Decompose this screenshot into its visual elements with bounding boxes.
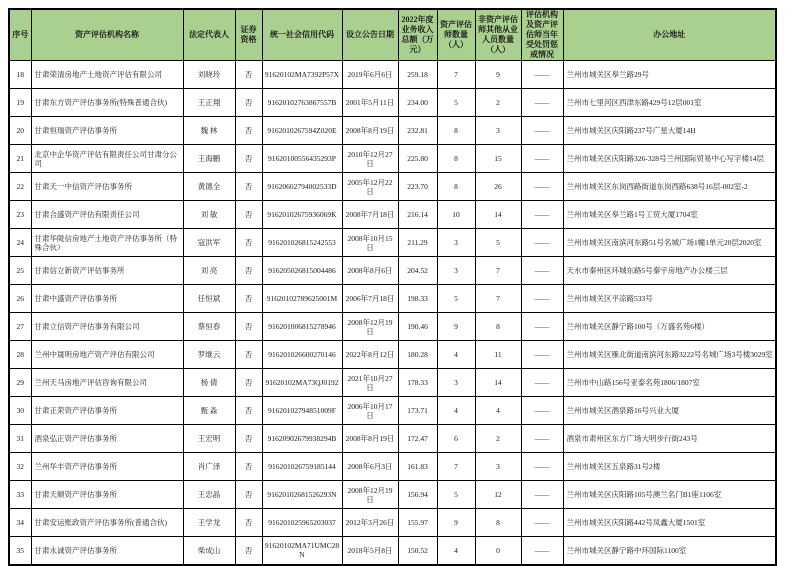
cell-credit-code: 91620102763867557B xyxy=(262,89,342,117)
cell-legal-rep: 任恒斌 xyxy=(183,285,235,313)
column-header-other-staff-count: 非资产评估师其他从业人员数量（人） xyxy=(475,9,521,61)
cell-index: 20 xyxy=(9,117,31,145)
cell-other-staff: 12 xyxy=(475,481,521,509)
cell-date: 2022年8月12日 xyxy=(342,341,398,369)
cell-securities: 否 xyxy=(235,61,262,89)
cell-appraisers: 8 xyxy=(437,117,475,145)
cell-date: 2008年7月18日 xyxy=(342,201,398,229)
cell-date: 2008年8月19日 xyxy=(342,425,398,453)
cell-legal-rep: 王忠晶 xyxy=(183,481,235,509)
cell-revenue: 178.33 xyxy=(398,369,437,397)
cell-revenue: 180.28 xyxy=(398,341,437,369)
cell-penalty: —— xyxy=(521,61,563,89)
cell-credit-code: 91620102MA7392P57X xyxy=(262,61,342,89)
cell-other-staff: 9 xyxy=(475,61,521,89)
cell-penalty: —— xyxy=(521,341,563,369)
cell-credit-code: 916201026815242553 xyxy=(262,229,342,257)
cell-date: 2001年5月11日 xyxy=(342,89,398,117)
cell-address: 兰州市城关区庆阳路237号广星大厦14H xyxy=(563,117,776,145)
cell-credit-code: 91620102794851009F xyxy=(262,397,342,425)
cell-revenue: 223.70 xyxy=(398,173,437,201)
cell-name: 甘肃正荣资产评估事务所 xyxy=(31,397,183,425)
cell-revenue: 216.14 xyxy=(398,201,437,229)
table-row xyxy=(9,313,776,341)
table-body xyxy=(9,61,776,565)
cell-address: 兰州市城关区静宁路中环国际1100室 xyxy=(563,537,776,565)
cell-penalty: —— xyxy=(521,201,563,229)
cell-penalty: —— xyxy=(521,537,563,565)
cell-address: 兰州市城关区酒泉路16号兴业大厦 xyxy=(563,397,776,425)
cell-penalty: —— xyxy=(521,369,563,397)
cell-index: 35 xyxy=(9,537,31,565)
cell-address: 兰州市城关区庆阳路442号凤鑫大厦1501室 xyxy=(563,509,776,537)
cell-securities: 否 xyxy=(235,341,262,369)
cell-revenue: 198.33 xyxy=(398,285,437,313)
cell-legal-rep: 肖广泽 xyxy=(183,453,235,481)
cell-appraisers: 6 xyxy=(437,425,475,453)
cell-securities: 否 xyxy=(235,481,262,509)
table-row xyxy=(9,369,776,397)
cell-index: 26 xyxy=(9,285,31,313)
cell-revenue: 161.83 xyxy=(398,453,437,481)
cell-address: 兰州市城关区皋兰路29号 xyxy=(563,61,776,89)
cell-date: 2008年12月19日 xyxy=(342,481,398,509)
evaluation-institutions-sheet xyxy=(8,8,777,566)
cell-other-staff: 8 xyxy=(475,313,521,341)
cell-address: 兰州市城关区南滨河东路51号名城广场1幢1单元20层2020室 xyxy=(563,229,776,257)
cell-revenue: 155.97 xyxy=(398,509,437,537)
cell-credit-code: 916201026600270146 xyxy=(262,341,342,369)
cell-address: 兰州市城关区皋兰路1号工贸大厦1704室 xyxy=(563,201,776,229)
cell-legal-rep: 王海鹏 xyxy=(183,145,235,173)
cell-penalty: —— xyxy=(521,257,563,285)
table-row xyxy=(9,509,776,537)
cell-address: 兰州市城关区平凉路533号 xyxy=(563,285,776,313)
cell-other-staff: 0 xyxy=(475,537,521,565)
cell-credit-code: 916201025965203037 xyxy=(262,509,342,537)
cell-legal-rep: 杨 倩 xyxy=(183,369,235,397)
cell-revenue: 259.18 xyxy=(398,61,437,89)
cell-date: 2021年10月27日 xyxy=(342,369,398,397)
table-row xyxy=(9,61,776,89)
table-row xyxy=(9,397,776,425)
cell-securities: 否 xyxy=(235,397,262,425)
cell-securities: 否 xyxy=(235,453,262,481)
cell-other-staff: 2 xyxy=(475,89,521,117)
cell-appraisers: 10 xyxy=(437,201,475,229)
column-header-index: 序号 xyxy=(9,9,31,61)
cell-address: 兰州市城关区庆阳路105号澳兰名门B1座1106室 xyxy=(563,481,776,509)
cell-appraisers: 8 xyxy=(437,145,475,173)
cell-penalty: —— xyxy=(521,285,563,313)
cell-date: 2006年7月18日 xyxy=(342,285,398,313)
cell-name: 甘肃信立新资产评估事务所 xyxy=(31,257,183,285)
cell-securities: 否 xyxy=(235,369,262,397)
cell-other-staff: 4 xyxy=(475,397,521,425)
cell-name: 甘肃华陇信房地产土地资产评估事务所（特殊合伙） xyxy=(31,229,183,257)
table-row xyxy=(9,145,776,173)
table-row xyxy=(9,285,776,313)
cell-name: 甘肃荣清房地产土地资产评估有限公司 xyxy=(31,61,183,89)
cell-securities: 否 xyxy=(235,229,262,257)
cell-credit-code: 91620902679938294B xyxy=(262,425,342,453)
column-header-appraiser-count: 资产评估师数量（人） xyxy=(437,9,475,61)
cell-appraisers: 5 xyxy=(437,481,475,509)
table-row xyxy=(9,89,776,117)
cell-name: 甘肃天顺资产评估事务所 xyxy=(31,481,183,509)
cell-securities: 否 xyxy=(235,537,262,565)
cell-revenue: 234.00 xyxy=(398,89,437,117)
cell-penalty: —— xyxy=(521,397,563,425)
cell-other-staff: 26 xyxy=(475,173,521,201)
cell-appraisers: 4 xyxy=(437,341,475,369)
cell-date: 2010年12月27日 xyxy=(342,145,398,173)
cell-revenue: 156.94 xyxy=(398,481,437,509)
cell-appraisers: 3 xyxy=(437,369,475,397)
cell-credit-code: 91620102MA73QJ0192 xyxy=(262,369,342,397)
table-row xyxy=(9,229,776,257)
cell-legal-rep: 王学龙 xyxy=(183,509,235,537)
cell-other-staff: 14 xyxy=(475,369,521,397)
cell-securities: 否 xyxy=(235,201,262,229)
cell-index: 31 xyxy=(9,425,31,453)
cell-securities: 否 xyxy=(235,173,262,201)
cell-legal-rep: 刘 敏 xyxy=(183,201,235,229)
cell-revenue: 190.46 xyxy=(398,313,437,341)
cell-revenue: 211.29 xyxy=(398,229,437,257)
cell-legal-rep: 刘 亮 xyxy=(183,257,235,285)
cell-penalty: —— xyxy=(521,89,563,117)
column-header-legal-representative: 法定代表人 xyxy=(183,9,235,61)
cell-credit-code: 9162010267594Z020E xyxy=(262,117,342,145)
cell-legal-rep: 罗继云 xyxy=(183,341,235,369)
cell-penalty: —— xyxy=(521,229,563,257)
cell-penalty: —— xyxy=(521,145,563,173)
cell-securities: 否 xyxy=(235,285,262,313)
cell-legal-rep: 寇洪军 xyxy=(183,229,235,257)
cell-index: 24 xyxy=(9,229,31,257)
column-header-announcement-date: 设立公告日期 xyxy=(342,9,398,61)
cell-date: 2008年8月19日 xyxy=(342,117,398,145)
cell-date: 2012年3月26日 xyxy=(342,509,398,537)
header-row xyxy=(9,9,776,61)
cell-appraisers: 3 xyxy=(437,257,475,285)
cell-appraisers: 4 xyxy=(437,537,475,565)
cell-index: 28 xyxy=(9,341,31,369)
cell-address: 兰州市城关区静宁路100号（万盛名苑6楼） xyxy=(563,313,776,341)
cell-securities: 否 xyxy=(235,257,262,285)
table-row xyxy=(9,425,776,453)
cell-securities: 否 xyxy=(235,145,262,173)
cell-other-staff: 7 xyxy=(475,257,521,285)
cell-credit-code: 916201026759185144 xyxy=(262,453,342,481)
cell-penalty: —— xyxy=(521,425,563,453)
cell-name: 甘肃永诚资产评估事务所 xyxy=(31,537,183,565)
cell-revenue: 232.81 xyxy=(398,117,437,145)
cell-other-staff: 15 xyxy=(475,145,521,173)
column-header-penalty-status: 评估机构及资产评估师当年受处罚惩戒情况 xyxy=(521,9,563,61)
cell-index: 33 xyxy=(9,481,31,509)
cell-other-staff: 8 xyxy=(475,509,521,537)
cell-securities: 否 xyxy=(235,117,262,145)
cell-date: 2005年12月22日 xyxy=(342,173,398,201)
cell-credit-code: 91620602794002533D xyxy=(262,173,342,201)
cell-index: 22 xyxy=(9,173,31,201)
cell-appraisers: 7 xyxy=(437,453,475,481)
cell-appraisers: 5 xyxy=(437,89,475,117)
cell-credit-code: 91620100556435293P xyxy=(262,145,342,173)
cell-date: 2018年5月8日 xyxy=(342,537,398,565)
column-header-securities-qualification: 证券资格 xyxy=(235,9,262,61)
cell-name: 甘肃中盛资产评估事务所 xyxy=(31,285,183,313)
cell-date: 2008年12月19日 xyxy=(342,313,398,341)
column-header-revenue-2022: 2022年度业务收入总额（万元） xyxy=(398,9,437,61)
cell-date: 2008年8月6日 xyxy=(342,257,398,285)
cell-penalty: —— xyxy=(521,453,563,481)
cell-date: 2008年6月3日 xyxy=(342,453,398,481)
cell-index: 34 xyxy=(9,509,31,537)
cell-appraisers: 4 xyxy=(437,397,475,425)
cell-securities: 否 xyxy=(235,313,262,341)
cell-index: 29 xyxy=(9,369,31,397)
table-row xyxy=(9,481,776,509)
cell-index: 18 xyxy=(9,61,31,89)
cell-index: 25 xyxy=(9,257,31,285)
cell-legal-rep: 甄 淼 xyxy=(183,397,235,425)
evaluation-institutions-table xyxy=(8,8,777,566)
table-row xyxy=(9,257,776,285)
column-header-institution-name: 资产评估机构名称 xyxy=(31,9,183,61)
cell-revenue: 225.80 xyxy=(398,145,437,173)
cell-other-staff: 3 xyxy=(475,453,521,481)
cell-address: 兰州市七里河区西津东路429号12层001室 xyxy=(563,89,776,117)
cell-legal-rep: 蔡恒春 xyxy=(183,313,235,341)
cell-appraisers: 9 xyxy=(437,313,475,341)
cell-date: 2019年6月6日 xyxy=(342,61,398,89)
cell-revenue: 172.47 xyxy=(398,425,437,453)
cell-legal-rep: 黄德全 xyxy=(183,173,235,201)
cell-penalty: —— xyxy=(521,117,563,145)
cell-name: 甘肃安运账政资产评估事务所(普通合伙) xyxy=(31,509,183,537)
table-row xyxy=(9,453,776,481)
cell-credit-code: 91620102789625001M xyxy=(262,285,342,313)
cell-appraisers: 8 xyxy=(437,173,475,201)
cell-name: 兰州中晟明房地产资产评估有限公司 xyxy=(31,341,183,369)
cell-name: 兰州天马房地产评估咨询有限公司 xyxy=(31,369,183,397)
cell-name: 酒泉弘正资产评估事务所 xyxy=(31,425,183,453)
cell-credit-code: 916201006815278946 xyxy=(262,313,342,341)
cell-name: 甘肃立信资产评估事务有限公司 xyxy=(31,313,183,341)
cell-credit-code: 91620102681526293N xyxy=(262,481,342,509)
cell-address: 酒泉市肃州区东方广场大明步行街243号 xyxy=(563,425,776,453)
cell-legal-rep: 王正翔 xyxy=(183,89,235,117)
cell-other-staff: 3 xyxy=(475,117,521,145)
cell-index: 19 xyxy=(9,89,31,117)
cell-address: 兰州市城关区雁北街道南滨河东路3222号名城广场3号楼3029室 xyxy=(563,341,776,369)
table-row xyxy=(9,201,776,229)
cell-other-staff: 5 xyxy=(475,229,521,257)
table-row xyxy=(9,341,776,369)
cell-date: 2006年10月17日 xyxy=(342,397,398,425)
cell-revenue: 150.52 xyxy=(398,537,437,565)
cell-revenue: 173.71 xyxy=(398,397,437,425)
cell-name: 兰州华丰资产评估事务所 xyxy=(31,453,183,481)
table-row xyxy=(9,537,776,565)
cell-legal-rep: 王宏明 xyxy=(183,425,235,453)
column-header-office-address: 办公地址 xyxy=(563,9,776,61)
cell-name: 甘肃东方资产评估事务所(特殊普通合伙) xyxy=(31,89,183,117)
cell-name: 甘肃恒瑞资产评估事务所 xyxy=(31,117,183,145)
cell-date: 2008年10月15日 xyxy=(342,229,398,257)
cell-securities: 否 xyxy=(235,425,262,453)
column-header-credit-code: 统一社会信用代码 xyxy=(262,9,342,61)
cell-appraisers: 5 xyxy=(437,285,475,313)
cell-other-staff: 7 xyxy=(475,285,521,313)
cell-securities: 否 xyxy=(235,509,262,537)
cell-address: 兰州市城关区庆阳路326-328号兰州国际贸易中心写字楼14层 xyxy=(563,145,776,173)
cell-other-staff: 14 xyxy=(475,201,521,229)
cell-address: 天水市秦州区环城东路5号秦宇房地产办公楼三层 xyxy=(563,257,776,285)
cell-credit-code: 91620102675936069K xyxy=(262,201,342,229)
table-row xyxy=(9,117,776,145)
cell-index: 21 xyxy=(9,145,31,173)
cell-address: 兰州市城关区五泉路31号2楼 xyxy=(563,453,776,481)
cell-index: 30 xyxy=(9,397,31,425)
cell-name: 甘肃天一中信资产评估事务所 xyxy=(31,173,183,201)
table-row xyxy=(9,173,776,201)
cell-appraisers: 7 xyxy=(437,61,475,89)
cell-name: 北京中企华资产评估有限责任公司甘肃分公司 xyxy=(31,145,183,173)
cell-penalty: —— xyxy=(521,509,563,537)
cell-name: 甘肃合盛资产评估有限责任公司 xyxy=(31,201,183,229)
cell-other-staff: 11 xyxy=(475,341,521,369)
cell-address: 兰州市城关区东岗西路街道东岗西路638号16层-002室-2 xyxy=(563,173,776,201)
cell-penalty: —— xyxy=(521,313,563,341)
cell-address: 兰州市中山路156号亚泰名苑1806/1807室 xyxy=(563,369,776,397)
cell-penalty: —— xyxy=(521,173,563,201)
cell-credit-code: 91620102MA71UMC28N xyxy=(262,537,342,565)
cell-securities: 否 xyxy=(235,89,262,117)
cell-index: 27 xyxy=(9,313,31,341)
cell-other-staff: 2 xyxy=(475,425,521,453)
cell-penalty: —— xyxy=(521,481,563,509)
cell-appraisers: 9 xyxy=(437,509,475,537)
table-header xyxy=(9,9,776,61)
cell-appraisers: 3 xyxy=(437,229,475,257)
cell-revenue: 204.52 xyxy=(398,257,437,285)
cell-index: 23 xyxy=(9,201,31,229)
cell-legal-rep: 刘晓玲 xyxy=(183,61,235,89)
cell-credit-code: 916205026815004486 xyxy=(262,257,342,285)
cell-legal-rep: 魏 林 xyxy=(183,117,235,145)
cell-legal-rep: 柴成山 xyxy=(183,537,235,565)
cell-index: 32 xyxy=(9,453,31,481)
